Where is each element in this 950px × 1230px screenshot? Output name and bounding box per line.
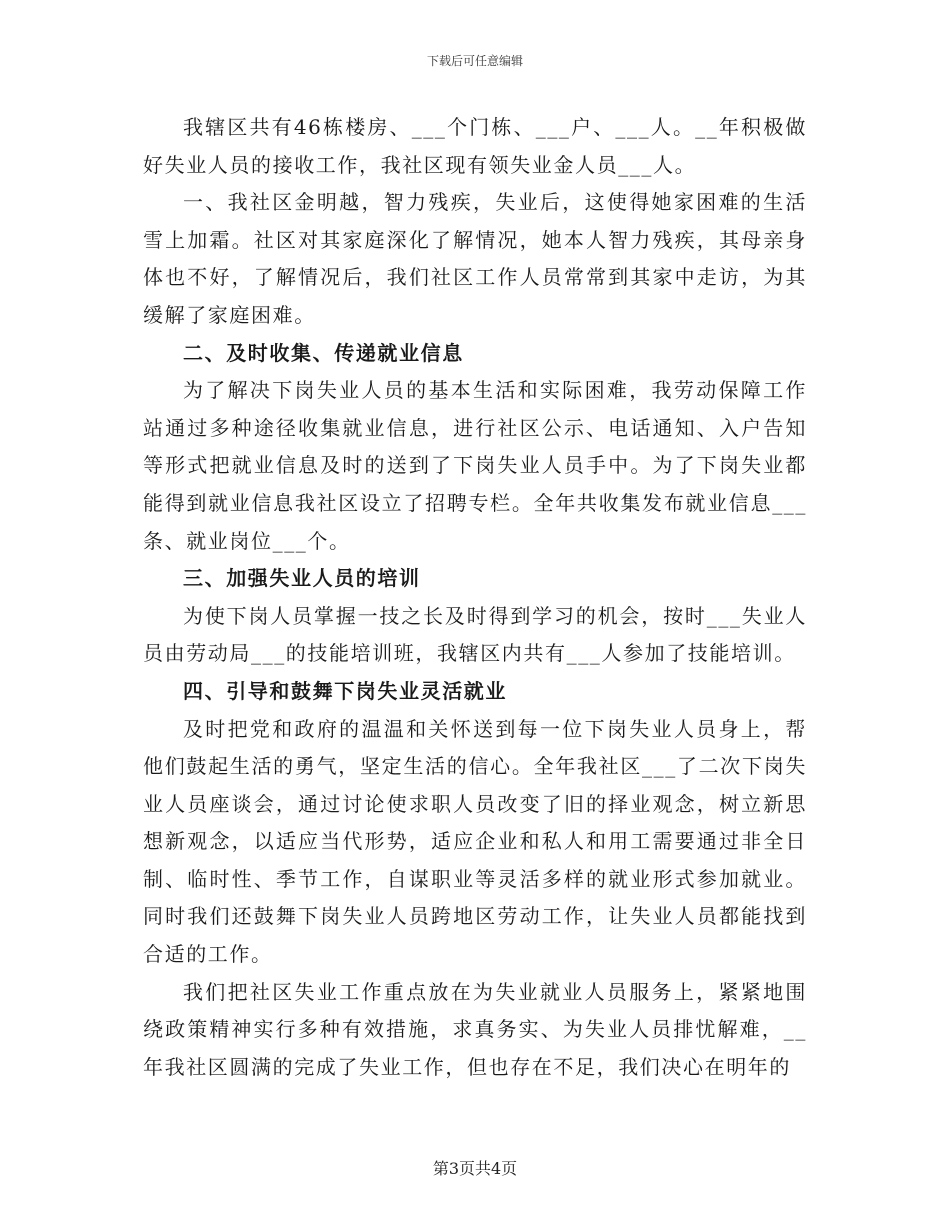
paragraph-summary: 我们把社区失业工作重点放在为失业就业人员服务上，紧紧地围绕政策精神实行多种有效措施，求真务实、为失业人员排忧解难，__年我社区圆满的完成了失业工作，但也存在不足，我们决心在明年的 (143, 979, 807, 1079)
paragraph-intro: 我辖区共有46栋楼房、___个门栋、___户、___人。__年积极做好失业人员的接收工作，我社区现有领失业金人员___人。 (143, 115, 807, 177)
heading-section-4: 四、引导和鼓舞下岗失业灵活就业 (183, 678, 507, 703)
heading-section-3: 三、加强失业人员的培训 (183, 566, 421, 591)
page-number: 第3页共4页 (432, 1159, 518, 1178)
page-header: 下载后可任意编辑 (426, 54, 523, 68)
heading-section-2: 二、及时收集、传递就业信息 (183, 340, 464, 365)
paragraph-section-2: 为了解决下岗失业人员的基本生活和实际困难，我劳动保障工作站通过多种途径收集就业信息，进行社区公示、电话通知、入户告知等形式把就业信息及时的送到了下岗失业人员手中。为了下岗失业都能得到就业信息我社区设立了招聘专栏。全年共收集发布就业信息___条、就业岗位___个。 (143, 378, 807, 553)
paragraph-section-4: 及时把党和政府的温温和关怀送到每一位下岗失业人员身上，帮他们鼓起生活的勇气，坚定生活的信心。全年我社区___了二次下岗失业人员座谈会，通过讨论使求职人员改变了旧的择业观念，树立新思想新观念，以适应当代形势，适应企业和私人和用工需要通过非全日制、临时性、季节工作，自谋职业等灵活多样的就业形式参加就业。同时我们还鼓舞下岗失业人员跨地区劳动工作，让失业人员都能找到合适的工作。 (143, 716, 807, 967)
document-body (143, 109, 807, 1086)
paragraph-section-3: 为使下岗人员掌握一技之长及时得到学习的机会，按时___失业人员由劳动局___的技能培训班，我辖区内共有___人参加了技能培训。 (143, 603, 807, 666)
paragraph-section-1: 一、我社区金明越，智力残疾，失业后，这使得她家困难的生活雪上加霜。社区对其家庭深化了解情况，她本人智力残疾，其母亲身体也不好，了解情况后，我们社区工作人员常常到其家中走访，为其缓解了家庭困难。 (143, 190, 807, 327)
